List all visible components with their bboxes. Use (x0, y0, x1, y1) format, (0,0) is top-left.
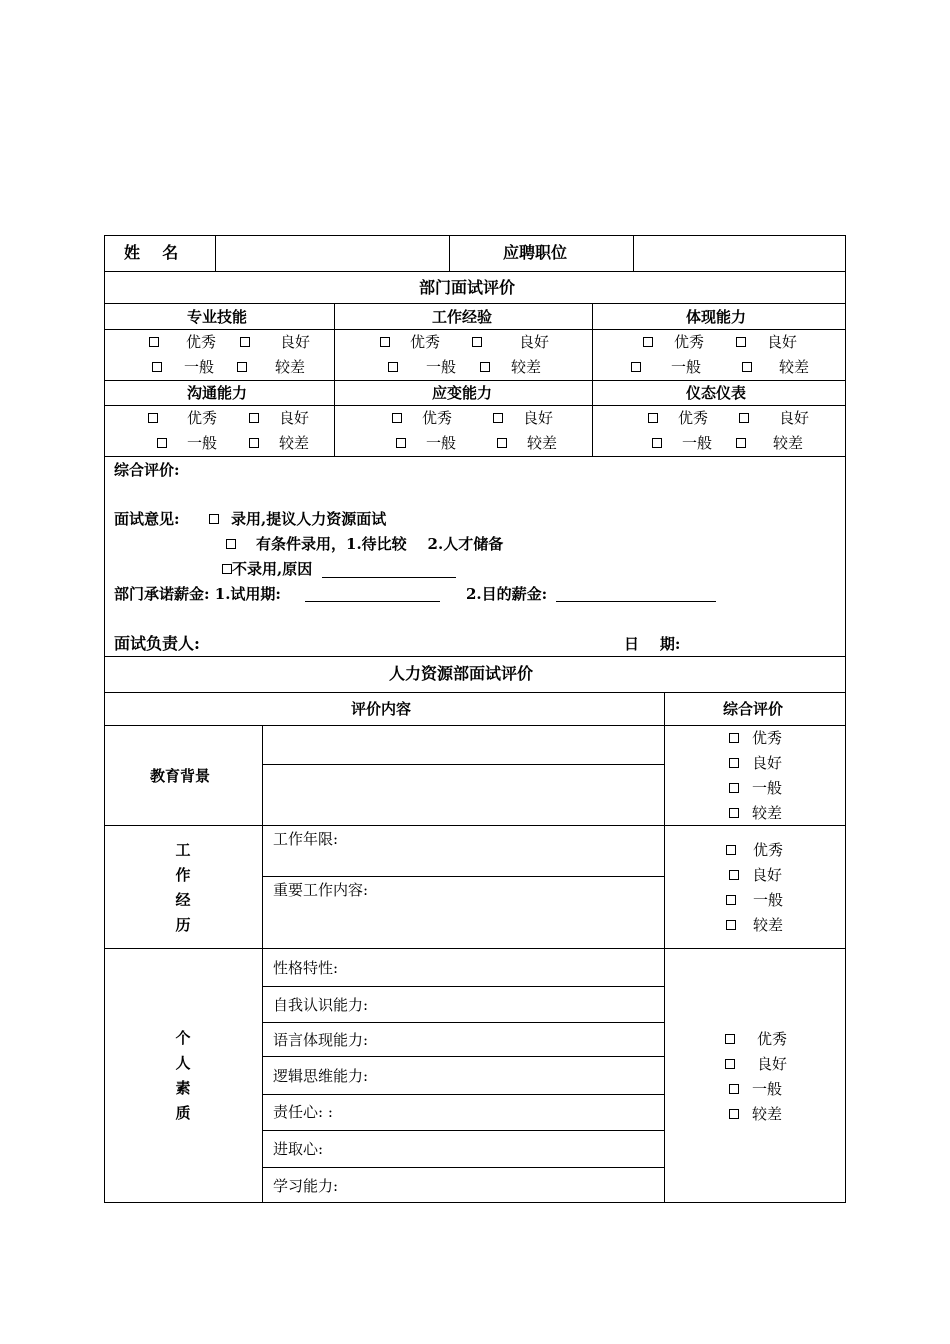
motivation-label: 进取心: (273, 1140, 324, 1158)
rating-checkbox-good[interactable] (739, 413, 749, 423)
rating-checkbox-poor[interactable] (729, 808, 739, 818)
rating-checkbox-average[interactable] (388, 362, 398, 372)
criterion-communication: 沟通能力 (187, 384, 248, 402)
rating-checkbox-excellent[interactable] (725, 1034, 735, 1044)
rating-label: 优秀 (187, 409, 218, 427)
rating-checkbox-poor[interactable] (480, 362, 490, 372)
education-field-1[interactable] (263, 726, 664, 764)
rating-checkbox-good[interactable] (249, 413, 259, 423)
rating-label: 较差 (753, 916, 784, 934)
rating-label: 优秀 (410, 333, 441, 351)
reject-reason-field[interactable] (322, 577, 456, 578)
rating-checkbox-average[interactable] (652, 438, 662, 448)
rating-label: 一般 (682, 434, 713, 452)
rating-label: 较差 (752, 1105, 783, 1123)
rating-checkbox-average[interactable] (157, 438, 167, 448)
rating-label: 一般 (753, 891, 784, 909)
vertical-char: 人 (175, 1054, 191, 1072)
responsibility-label: 责任心: : (273, 1103, 333, 1121)
rating-checkbox-poor[interactable] (726, 920, 736, 930)
name-label: 姓 名 (124, 243, 179, 262)
criterion-work-experience: 工作经验 (432, 308, 493, 326)
rating-label: 良好 (752, 754, 783, 772)
opinion-conditional-label: 有条件录用，1.待比较 2.人才储备 (256, 535, 504, 553)
rating-checkbox-poor[interactable] (742, 362, 752, 372)
rating-checkbox-poor[interactable] (729, 1109, 739, 1119)
target-salary-field[interactable] (556, 601, 716, 602)
rating-label: 较差 (511, 358, 542, 376)
col-overall-evaluation: 综合评价 (723, 700, 784, 718)
rating-checkbox-good[interactable] (729, 870, 739, 880)
work-content-label: 重要工作内容: (273, 881, 369, 899)
rating-label: 良好 (519, 333, 550, 351)
rating-label: 良好 (757, 1055, 788, 1073)
criterion-appearance: 仪态仪表 (686, 384, 747, 402)
rating-checkbox-good[interactable] (729, 758, 739, 768)
opinion-reject-checkbox[interactable] (222, 564, 232, 574)
date-label: 日 期: (624, 635, 681, 653)
rating-checkbox-average[interactable] (396, 438, 406, 448)
rating-checkbox-excellent[interactable] (392, 413, 402, 423)
rating-label: 优秀 (753, 841, 784, 859)
learning-ability-label: 学习能力: (273, 1177, 339, 1195)
rating-label: 优秀 (752, 729, 783, 747)
opinion-hire-checkbox[interactable] (209, 514, 219, 524)
rating-checkbox-good[interactable] (493, 413, 503, 423)
rating-label: 一般 (187, 434, 218, 452)
opinion-reject-label: 不录用,原因 (232, 560, 313, 578)
rating-label: 良好 (779, 409, 810, 427)
rating-label: 良好 (280, 333, 311, 351)
rating-label: 良好 (523, 409, 554, 427)
opinion-label: 面试意见: (114, 510, 180, 528)
vertical-char: 个 (175, 1029, 191, 1047)
rating-label: 较差 (279, 434, 310, 452)
rating-checkbox-excellent[interactable] (148, 413, 158, 423)
rating-label: 良好 (752, 866, 783, 884)
vertical-char: 质 (175, 1104, 191, 1122)
rating-label: 一般 (752, 779, 783, 797)
self-awareness-label: 自我认识能力: (273, 996, 369, 1014)
rating-checkbox-good[interactable] (240, 337, 250, 347)
hr-section-title: 人力资源部面试评价 (389, 664, 534, 683)
rating-label: 较差 (275, 358, 306, 376)
rating-label: 优秀 (678, 409, 709, 427)
rating-checkbox-average[interactable] (631, 362, 641, 372)
vertical-char: 历 (175, 916, 191, 934)
vertical-char: 素 (175, 1079, 191, 1097)
rating-label: 一般 (426, 434, 457, 452)
rating-checkbox-poor[interactable] (736, 438, 746, 448)
rating-checkbox-excellent[interactable] (643, 337, 653, 347)
probation-salary-field[interactable] (305, 601, 440, 602)
rating-checkbox-average[interactable] (726, 895, 736, 905)
rating-checkbox-excellent[interactable] (726, 845, 736, 855)
rating-label: 良好 (767, 333, 798, 351)
rating-checkbox-excellent[interactable] (380, 337, 390, 347)
rating-label: 良好 (279, 409, 310, 427)
rating-checkbox-good[interactable] (472, 337, 482, 347)
rating-checkbox-poor[interactable] (237, 362, 247, 372)
overall-evaluation-label: 综合评价: (114, 461, 180, 479)
criterion-professional-skills: 专业技能 (187, 308, 248, 326)
rating-label: 一般 (426, 358, 457, 376)
criterion-adaptability: 应变能力 (432, 384, 493, 402)
col-evaluation-content: 评价内容 (351, 700, 412, 718)
education-label: 教育背景 (150, 767, 211, 785)
rating-label: 较差 (752, 804, 783, 822)
rating-label: 一般 (671, 358, 702, 376)
rating-checkbox-excellent[interactable] (149, 337, 159, 347)
verbal-ability-label: 语言体现能力: (273, 1031, 369, 1049)
position-label: 应聘职位 (503, 243, 568, 262)
rating-label: 优秀 (186, 333, 217, 351)
rating-label: 较差 (773, 434, 804, 452)
opinion-conditional-checkbox[interactable] (226, 539, 236, 549)
rating-checkbox-average[interactable] (152, 362, 162, 372)
rating-checkbox-excellent[interactable] (648, 413, 658, 423)
rating-label: 一般 (752, 1080, 783, 1098)
vertical-char: 作 (175, 866, 191, 884)
rating-checkbox-average[interactable] (729, 1084, 739, 1094)
rating-checkbox-good[interactable] (736, 337, 746, 347)
personality-label: 性格特性: (273, 959, 339, 977)
personal-quality-label (173, 1026, 193, 1126)
work-years-label: 工作年限: (273, 830, 339, 848)
interviewer-label: 面试负责人: (114, 634, 200, 653)
dept-section-title: 部门面试评价 (419, 278, 516, 297)
rating-label: 较差 (779, 358, 810, 376)
rating-label: 一般 (184, 358, 215, 376)
rating-checkbox-good[interactable] (725, 1059, 735, 1069)
position-field[interactable] (634, 236, 845, 271)
opinion-hire-label: 录用,提议人力资源面试 (231, 510, 387, 528)
rating-checkbox-poor[interactable] (497, 438, 507, 448)
work-experience-label (173, 838, 193, 938)
education-field-2[interactable] (263, 765, 664, 825)
logical-thinking-label: 逻辑思维能力: (273, 1067, 369, 1085)
name-field[interactable] (216, 236, 449, 271)
rating-label: 优秀 (422, 409, 453, 427)
rating-label: 优秀 (757, 1030, 788, 1048)
target-salary-label: 2.目的薪金: (466, 585, 548, 603)
criterion-expression-ability: 体现能力 (686, 308, 747, 326)
rating-checkbox-excellent[interactable] (729, 733, 739, 743)
rating-checkbox-average[interactable] (729, 783, 739, 793)
rating-checkbox-poor[interactable] (249, 438, 259, 448)
salary-label: 部门承诺薪金: 1.试用期: (114, 585, 281, 603)
rating-label: 优秀 (674, 333, 705, 351)
vertical-char: 经 (175, 891, 191, 909)
rating-label: 较差 (527, 434, 558, 452)
vertical-char: 工 (175, 841, 191, 859)
